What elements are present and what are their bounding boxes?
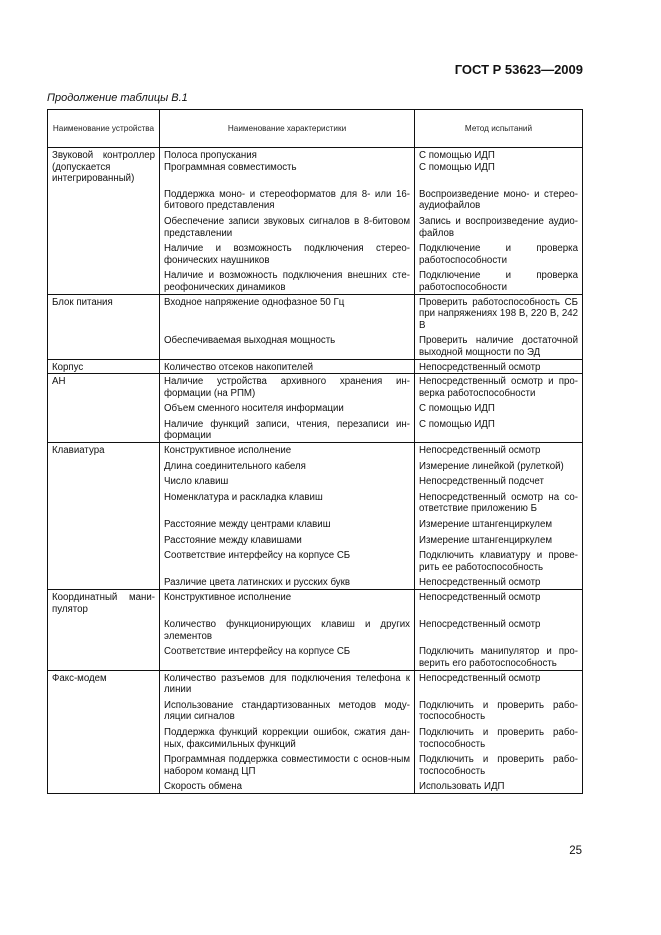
- cell-device: [48, 399, 160, 415]
- table-row: [48, 750, 583, 777]
- document-code: ГОСТ Р 53623—2009: [454, 62, 583, 77]
- cell-characteristic-text: Наличие и возможность подключения внешних сте-реофонических динамиков: [164, 270, 410, 293]
- cell-characteristic: [160, 546, 415, 573]
- cell-characteristic-text: Наличие устройства архивного хранения ин-формации (на РПМ): [164, 376, 410, 399]
- cell-method-text: Использовать ИДП: [419, 781, 505, 793]
- cell-method: [415, 266, 583, 294]
- table-row: [48, 399, 583, 415]
- table-row: [48, 670, 583, 696]
- table-row: [48, 615, 583, 642]
- cell-method-text: Подключение и проверка работоспособности: [419, 270, 578, 293]
- cell-characteristic: [160, 642, 415, 670]
- cell-device: [48, 239, 160, 266]
- cell-method-text: Подключение и проверка работоспособности: [419, 243, 578, 266]
- cell-device: [48, 266, 160, 294]
- table-row: [48, 148, 583, 185]
- cell-device: [48, 590, 160, 616]
- cell-method-text: Подключить манипулятор и про-верить его работоспособность: [419, 646, 578, 669]
- cell-characteristic-text: Расстояние между клавишами: [164, 534, 302, 546]
- cell-method-text: С помощью ИДП: [419, 403, 495, 415]
- table-row: [48, 457, 583, 473]
- cell-method-text: Проверить наличие достаточной выходной мощности по ЭД: [419, 335, 578, 358]
- cell-device: [48, 359, 160, 374]
- cell-method: [415, 239, 583, 266]
- cell-characteristic-text: Входное напряжение однофазное 50 Гц: [164, 296, 345, 308]
- cell-method-text: Непосредственный осмотр и про-верка работоспособности: [419, 376, 578, 399]
- cell-characteristic: [160, 399, 415, 415]
- cell-method: [415, 642, 583, 670]
- cell-device: [48, 615, 160, 642]
- cell-characteristic-text: Длина соединительного кабеля: [164, 460, 306, 472]
- cell-method: [415, 590, 583, 616]
- cell-device-text: Блок питания: [52, 296, 113, 308]
- cell-device: [48, 546, 160, 573]
- cell-characteristic: [160, 515, 415, 531]
- cell-method: [415, 531, 583, 547]
- cell-characteristic: [160, 723, 415, 750]
- table-row: [48, 443, 583, 457]
- cell-device: [48, 331, 160, 359]
- table-row: [48, 331, 583, 359]
- cell-characteristic: [160, 472, 415, 488]
- cell-device-text: АН: [52, 376, 66, 388]
- cell-characteristic-text: Количество отсеков накопителей: [164, 361, 313, 373]
- cell-method: [415, 546, 583, 573]
- cell-characteristic-text: Различие цвета латинских и русских букв: [164, 577, 351, 589]
- cell-device: [48, 696, 160, 723]
- cell-method-text: Измерение штангенциркулем: [419, 534, 552, 546]
- table-row: [48, 642, 583, 670]
- cell-device: [48, 488, 160, 515]
- cell-characteristic-text: Обеспечиваемая выходная мощность: [164, 335, 336, 347]
- cell-device: [48, 148, 160, 185]
- cell-method-text: Измерение штангенциркулем: [419, 519, 552, 531]
- cell-device: [48, 515, 160, 531]
- cell-characteristic: [160, 374, 415, 400]
- table-row: [48, 531, 583, 547]
- cell-method: [415, 777, 583, 793]
- cell-characteristic-text: Соответствие интерфейсу на корпусе СБ: [164, 646, 351, 658]
- cell-device: [48, 670, 160, 696]
- cell-characteristic: [160, 331, 415, 359]
- table-row: [48, 696, 583, 723]
- cell-device: [48, 777, 160, 793]
- cell-method: [415, 415, 583, 443]
- table-row: [48, 573, 583, 589]
- cell-characteristic: [160, 185, 415, 212]
- cell-method-text: Непосредственный осмотр: [419, 361, 541, 373]
- cell-method: [415, 374, 583, 400]
- cell-characteristic-text: Объем сменного носителя информации: [164, 403, 344, 415]
- cell-method: [415, 670, 583, 696]
- column-header-characteristic: Наименование характеристики: [160, 110, 415, 148]
- cell-method-text: Подключить и проверить рабо-тоспособность: [419, 726, 578, 750]
- cell-device: [48, 443, 160, 457]
- cell-characteristic: [160, 696, 415, 723]
- cell-device: [48, 642, 160, 670]
- table-row: [48, 212, 583, 239]
- cell-method: [415, 472, 583, 488]
- cell-device: [48, 415, 160, 443]
- cell-characteristic-text: Программная поддержка совместимости с основ-ным набором команд ЦП: [164, 754, 410, 777]
- cell-characteristic-text: Полоса пропускания Программная совместимость: [164, 150, 297, 173]
- cell-method: [415, 399, 583, 415]
- cell-method-text: Непосредственный подсчет: [419, 476, 544, 488]
- cell-device-text: Корпус: [52, 361, 84, 373]
- table-caption: Продолжение таблицы В.1: [47, 92, 188, 104]
- cell-characteristic: [160, 488, 415, 515]
- cell-characteristic-text: Количество функционирующих клавиш и других элементов: [164, 619, 410, 642]
- cell-characteristic-text: Обеспечение записи звуковых сигналов в 8-битовом представлении: [164, 215, 410, 239]
- cell-device-text: Звуковой контроллер (допускается интегрированный): [52, 150, 155, 185]
- table-header-row: [48, 110, 583, 148]
- cell-method-text: С помощью ИДП: [419, 418, 495, 430]
- table-row: [48, 266, 583, 294]
- cell-device: [48, 294, 160, 331]
- table-row: [48, 374, 583, 400]
- cell-device: [48, 750, 160, 777]
- cell-characteristic: [160, 239, 415, 266]
- cell-characteristic: [160, 750, 415, 777]
- cell-characteristic: [160, 212, 415, 239]
- table-row: [48, 777, 583, 793]
- cell-device: [48, 531, 160, 547]
- page-number: 25: [569, 845, 582, 857]
- cell-method-text: Непосредственный осмотр: [419, 672, 541, 684]
- cell-method-text: Непосредственный осмотр: [419, 577, 541, 589]
- cell-method-text: Непосредственный осмотр: [419, 619, 541, 631]
- cell-method-text: Непосредственный осмотр: [419, 592, 541, 603]
- cell-device: [48, 472, 160, 488]
- cell-method-text: Воспроизведение моно- и стерео-аудиофайлов: [419, 188, 578, 212]
- cell-method: [415, 750, 583, 777]
- cell-characteristic: [160, 670, 415, 696]
- cell-characteristic: [160, 590, 415, 616]
- cell-characteristic-text: Номенклатура и раскладка клавиш: [164, 491, 323, 503]
- cell-method: [415, 359, 583, 374]
- table-row: [48, 515, 583, 531]
- cell-characteristic: [160, 415, 415, 443]
- cell-characteristic: [160, 531, 415, 547]
- cell-method: [415, 457, 583, 473]
- cell-characteristic: [160, 294, 415, 331]
- cell-characteristic: [160, 148, 415, 185]
- cell-method-text: Непосредственный осмотр: [419, 445, 541, 457]
- cell-characteristic-text: Поддержка моно- и стереоформатов для 8- или 16-битового представления: [164, 188, 410, 212]
- cell-method: [415, 331, 583, 359]
- table-row: [48, 590, 583, 616]
- cell-device: [48, 185, 160, 212]
- cell-characteristic: [160, 359, 415, 374]
- cell-method: [415, 294, 583, 331]
- cell-characteristic-text: Конструктивное исполнение: [164, 592, 292, 603]
- cell-method: [415, 212, 583, 239]
- table-row: [48, 294, 583, 331]
- cell-characteristic-text: Наличие и возможность подключения стерео-фонических наушников: [164, 243, 410, 266]
- cell-method: [415, 696, 583, 723]
- cell-method-text: Подключить и проверить рабо-тоспособность: [419, 699, 578, 723]
- cell-method-text: Запись и воспроизведение аудио-файлов: [419, 215, 578, 239]
- cell-characteristic-text: Число клавиш: [164, 476, 229, 488]
- cell-method: [415, 615, 583, 642]
- cell-characteristic: [160, 573, 415, 589]
- cell-characteristic-text: Расстояние между центрами клавиш: [164, 519, 331, 531]
- table-row: [48, 472, 583, 488]
- cell-method: [415, 723, 583, 750]
- cell-method: [415, 148, 583, 185]
- cell-characteristic-text: Поддержка функций коррекции ошибок, сжатия дан-ных, факсимильных функций: [164, 726, 410, 750]
- cell-method-text: С помощью ИДП С помощью ИДП: [419, 150, 495, 173]
- cell-characteristic: [160, 615, 415, 642]
- cell-method: [415, 488, 583, 515]
- cell-characteristic-text: Соответствие интерфейсу на корпусе СБ: [164, 550, 351, 562]
- cell-device: [48, 212, 160, 239]
- cell-characteristic-text: Конструктивное исполнение: [164, 445, 292, 457]
- cell-characteristic-text: Скорость обмена: [164, 781, 243, 793]
- cell-device: [48, 573, 160, 589]
- cell-characteristic: [160, 777, 415, 793]
- cell-method-text: Подключить клавиатуру и прове-рить ее работоспособность: [419, 550, 578, 573]
- cell-characteristic: [160, 266, 415, 294]
- cell-characteristic-text: Использование стандартизованных методов моду-ляции сигналов: [164, 699, 410, 723]
- cell-method-text: Подключить и проверить рабо-тоспособность: [419, 754, 578, 777]
- table-row: [48, 546, 583, 573]
- cell-device: [48, 374, 160, 400]
- cell-device-text: Координатный мани-пулятор: [52, 592, 155, 615]
- cell-method: [415, 443, 583, 457]
- cell-method-text: Проверить работоспособность СБ при напряжениях 198 В, 220 В, 242 В: [419, 296, 578, 331]
- cell-method: [415, 573, 583, 589]
- cell-device-text: Клавиатура: [52, 445, 105, 457]
- column-header-method: Метод испытаний: [415, 110, 583, 148]
- table-row: [48, 239, 583, 266]
- spec-table: [47, 109, 583, 794]
- cell-device-text: Факс-модем: [52, 672, 107, 684]
- cell-characteristic: [160, 457, 415, 473]
- table-row: [48, 359, 583, 374]
- column-header-device: Наименование устройства: [48, 110, 160, 148]
- cell-device: [48, 723, 160, 750]
- cell-characteristic: [160, 443, 415, 457]
- cell-characteristic-text: Количество разъемов для подключения телефона к линии: [164, 672, 410, 696]
- cell-method: [415, 515, 583, 531]
- table-row: [48, 185, 583, 212]
- cell-characteristic-text: Наличие функций записи, чтения, перезаписи ин-формации: [164, 418, 410, 442]
- cell-device: [48, 457, 160, 473]
- cell-method-text: Измерение линейкой (рулеткой): [419, 460, 564, 472]
- table-row: [48, 488, 583, 515]
- table-row: [48, 415, 583, 443]
- cell-method: [415, 185, 583, 212]
- cell-method-text: Непосредственный осмотр на со-ответствие приложению Б: [419, 491, 578, 515]
- table-row: [48, 723, 583, 750]
